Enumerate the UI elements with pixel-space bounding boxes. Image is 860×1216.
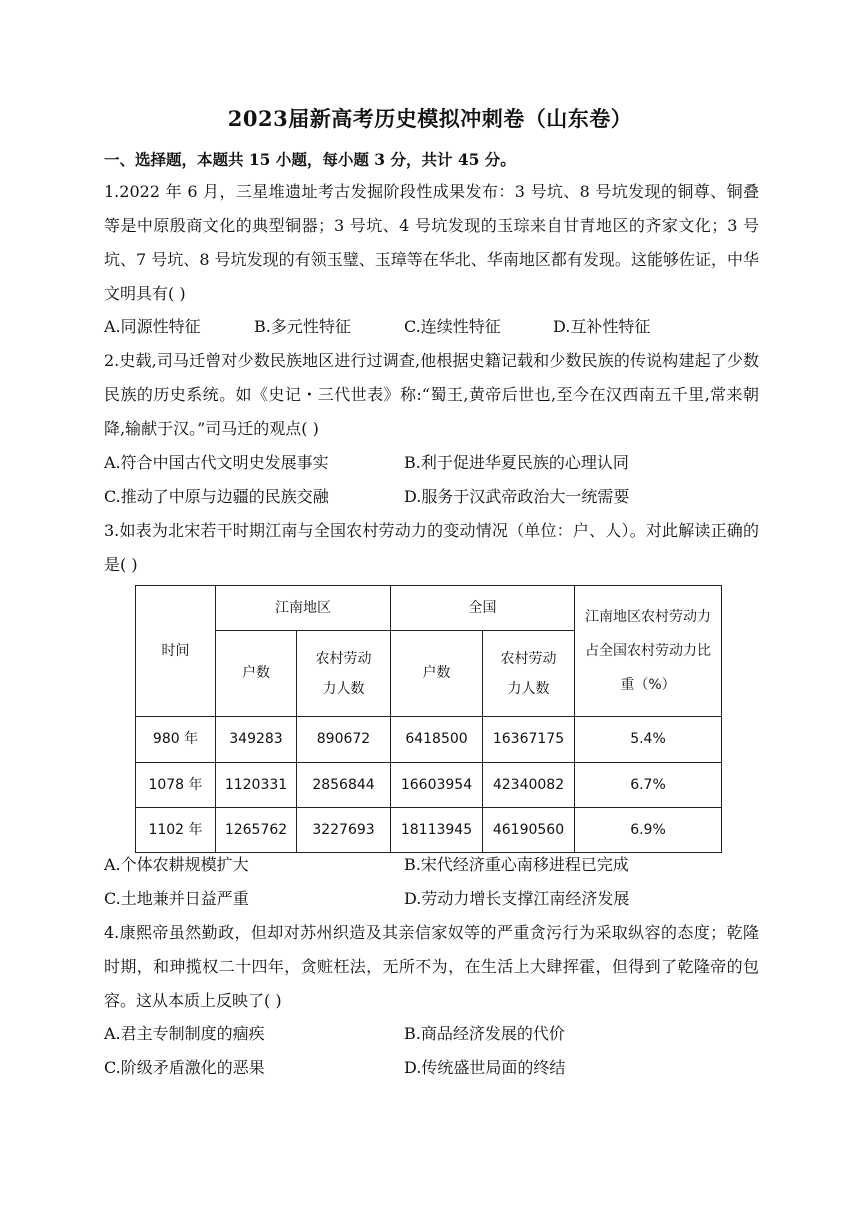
cell-ratio: 6.7% <box>575 763 722 808</box>
header-ratio: 江南地区农村劳动力占全国农村劳动力比重（%） <box>575 586 722 717</box>
cell-national-households: 18113945 <box>391 808 483 853</box>
cell-jiangnan-labor: 2856844 <box>297 763 391 808</box>
q1-option-b[interactable]: B.多元性特征 <box>254 317 351 336</box>
q2-option-a[interactable]: A.符合中国古代文明史发展事实 <box>104 453 329 472</box>
q4-option-b[interactable]: B.商品经济发展的代价 <box>404 1024 565 1043</box>
q2-option-d[interactable]: D.服务于汉武帝政治大一统需要 <box>404 487 630 506</box>
q3-option-d[interactable]: D.劳动力增长支撑江南经济发展 <box>404 889 630 908</box>
cell-jiangnan-labor: 890672 <box>297 717 391 763</box>
cell-ratio: 5.4% <box>575 717 722 763</box>
header-jiangnan-households: 户数 <box>216 631 297 717</box>
q4-option-c[interactable]: C.阶级矛盾激化的恶果 <box>104 1058 265 1077</box>
section-heading: 一、选择题，本题共 15 小题，每小题 3 分，共计 45 分。 <box>104 150 516 169</box>
cell-time: 1078 年 <box>136 763 216 808</box>
cell-national-labor: 46190560 <box>483 808 575 853</box>
cell-national-households: 16603954 <box>391 763 483 808</box>
table-row <box>136 717 722 763</box>
q4-option-a[interactable]: A.君主专制制度的痼疾 <box>104 1024 265 1043</box>
cell-time: 1102 年 <box>136 808 216 853</box>
header-national-labor: 农村劳动力人数 <box>483 631 575 717</box>
exam-title: 2023届新高考历史模拟冲刺卷（山东卷） <box>227 106 633 131</box>
q3-option-c[interactable]: C.土地兼并日益严重 <box>104 889 249 908</box>
q4-option-d[interactable]: D.传统盛世局面的终结 <box>404 1058 566 1077</box>
header-jiangnan: 江南地区 <box>216 586 391 631</box>
question-3-stem: 3.如表为北宋若干时期江南与全国农村劳动力的变动情况（单位：户、人）。对此解读正确的是( ) <box>104 521 759 574</box>
table-row <box>136 808 722 853</box>
question-2-stem: 2.史载,司马迁曾对少数民族地区进行过调查,他根据史籍记载和少数民族的传说构建起了少数民族的历史系统。如《史记・三代世表》称:“蜀王,黄帝后世也,至今在汉西南五千里,常来朝降,输献于汉。”司马迁的观点( ) <box>104 351 759 438</box>
cell-national-households: 6418500 <box>391 717 483 763</box>
q1-option-c[interactable]: C.连续性特征 <box>404 317 501 336</box>
header-jiangnan-labor: 农村劳动力人数 <box>297 631 391 717</box>
cell-jiangnan-labor: 3227693 <box>297 808 391 853</box>
q1-option-d[interactable]: D.互补性特征 <box>553 317 651 336</box>
cell-national-labor: 16367175 <box>483 717 575 763</box>
cell-time: 980 年 <box>136 717 216 763</box>
cell-ratio: 6.9% <box>575 808 722 853</box>
question-1-stem: 1.2022 年 6 月，三星堆遗址考古发掘阶段性成果发布：3 号坑、8 号坑发现的铜尊、铜叠等是中原殷商文化的典型铜器；3 号坑、4 号坑发现的玉琮来自甘青地区的齐家文化；3 号坑、7 号坑、8 号坑发现的有领玉璧、玉璋等在华北、华南地区都有发现。这能够佐证，中华文明具有( ) <box>104 182 759 303</box>
q3-option-a[interactable]: A.个体农耕规模扩大 <box>104 855 249 874</box>
q2-option-b[interactable]: B.利于促进华夏民族的心理认同 <box>404 453 629 472</box>
table-row <box>136 763 722 808</box>
table-header-row-1 <box>136 586 722 631</box>
q3-option-b[interactable]: B.宋代经济重心南移进程已完成 <box>404 855 629 874</box>
cell-national-labor: 42340082 <box>483 763 575 808</box>
header-national-households: 户数 <box>391 631 483 717</box>
labor-table <box>135 585 722 853</box>
cell-jiangnan-households: 1120331 <box>216 763 297 808</box>
cell-jiangnan-households: 349283 <box>216 717 297 763</box>
cell-jiangnan-households: 1265762 <box>216 808 297 853</box>
q2-option-c[interactable]: C.推动了中原与边疆的民族交融 <box>104 487 329 506</box>
header-national: 全国 <box>391 586 575 631</box>
q1-option-a[interactable]: A.同源性特征 <box>104 317 201 336</box>
header-time: 时间 <box>136 586 216 717</box>
question-4-stem: 4.康熙帝虽然勤政，但却对苏州织造及其亲信家奴等的严重贪污行为采取纵容的态度；乾隆时期，和珅揽权二十四年，贪赃枉法，无所不为，在生活上大肆挥霍，但得到了乾隆帝的包容。这从本质上反映了( ) <box>104 923 759 1010</box>
